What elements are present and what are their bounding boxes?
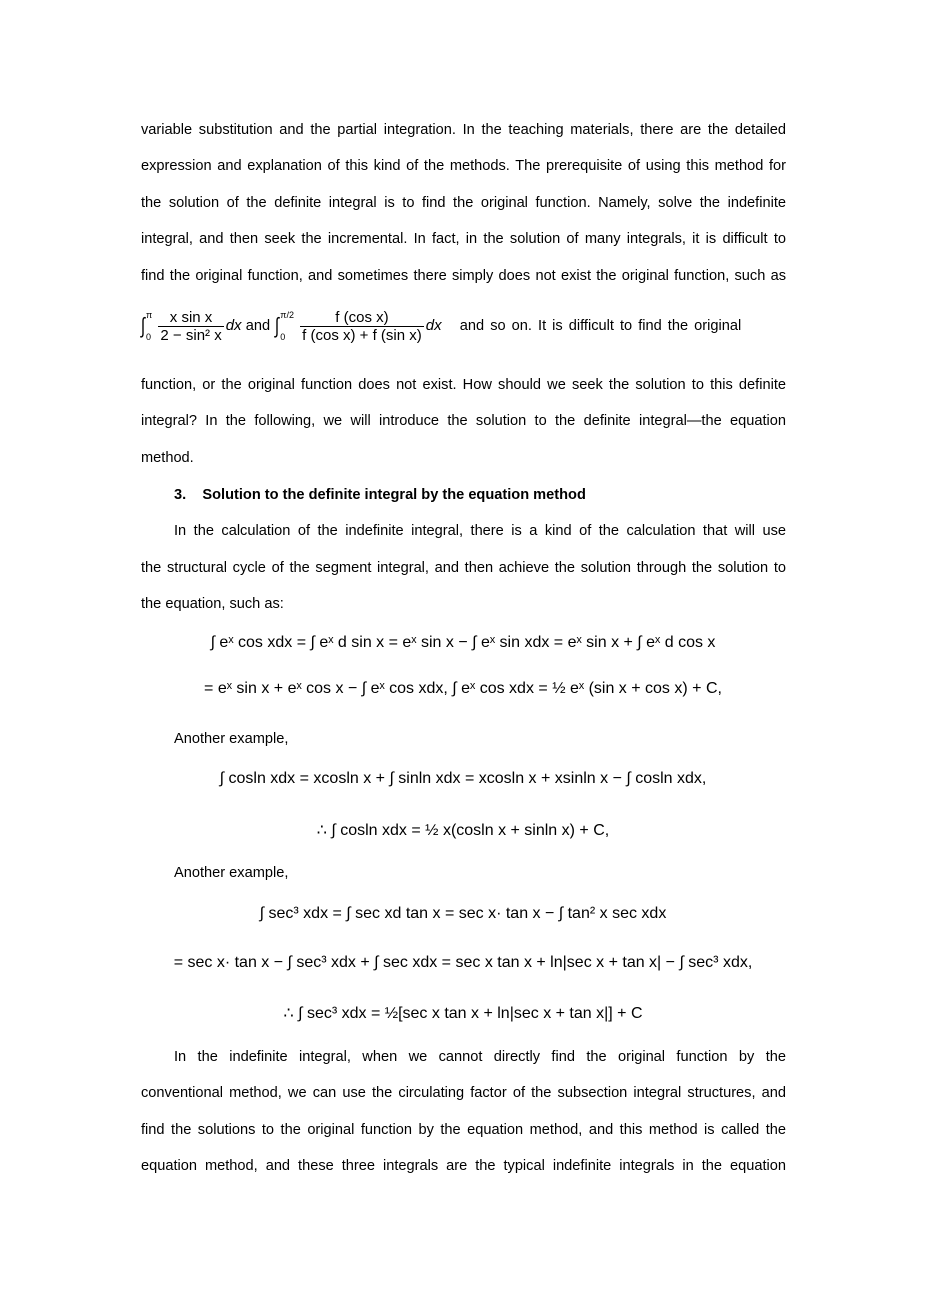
equation-2-line-2: ∴ ∫ cosln xdx = ½ x(cosln x + sinln x) + C,: [316, 822, 610, 839]
fraction-1: [158, 309, 223, 344]
paragraph-line: In the calculation of the indefinite integral, there is a kind of the calculation that will use: [174, 523, 786, 539]
lower-limit: 0: [146, 332, 152, 342]
denominator: 2 − sin² x: [160, 326, 222, 344]
inline-tail-text: and so on. It is difficult to find the original: [459, 317, 742, 334]
lower-limit: 0: [280, 332, 286, 342]
paragraph-line: function, or the original function does not exist. How should we seek the solution to this definite: [141, 377, 786, 393]
paragraph-line: expression and explanation of this kind of the methods. The prerequisite of using this method for: [141, 158, 786, 174]
upper-limit: π: [146, 310, 153, 320]
paragraph-line: integral? In the following, we will introduce the solution to the definite integral—the equation: [141, 413, 786, 429]
paragraph-line: equation method, and these three integrals are the typical indefinite integrals in the equation: [141, 1158, 786, 1174]
another-example-label: Another example,: [174, 731, 289, 747]
inline-integral-examples: [140, 304, 790, 348]
paragraph-line: the structural cycle of the segment integral, and then achieve the solution through the solution to: [141, 560, 786, 576]
denominator: f (cos x) + f (sin x): [302, 326, 422, 344]
paragraph-line: conventional method, we can use the circulating factor of the subsection integral structures, and: [141, 1085, 786, 1101]
paragraph-line: find the original function, and sometimes there simply does not exist the original function, such as: [141, 268, 786, 284]
paragraph-line: integral, and then seek the incremental. In fact, in the solution of many integrals, it is difficult to: [141, 231, 786, 247]
paragraph-line: the equation, such as:: [141, 596, 284, 612]
section-heading: 3. Solution to the definite integral by the equation method: [174, 487, 586, 503]
integral-sign: ∫: [140, 313, 146, 338]
upper-limit: π/2: [280, 310, 294, 320]
equation-2-line-1: ∫ cosln xdx = xcosln x + ∫ sinln xdx = xcosln x + xsinln x − ∫ cosln xdx,: [219, 770, 707, 787]
numerator: f (cos x): [300, 309, 424, 327]
numerator: x sin x: [158, 309, 223, 327]
connector-text: and: [245, 317, 271, 334]
equation-1-line-1: ∫ eˣ cos xdx = ∫ eˣ d sin x = eˣ sin x − ∫ eˣ sin xdx = eˣ sin x + ∫ eˣ d cos x: [210, 634, 716, 651]
equation-1-line-2: = eˣ sin x + eˣ cos x − ∫ eˣ cos xdx, ∫ eˣ cos xdx = ½ eˣ (sin x + cos x) + C,: [204, 680, 722, 697]
equation-3-line-3: ∴ ∫ sec³ xdx = ½[sec x tan x + ln|sec x + tan x|] + C: [283, 1005, 643, 1022]
another-example-label: Another example,: [174, 865, 289, 881]
differential: dx: [225, 316, 242, 334]
paragraph-line: In the indefinite integral, when we cannot directly find the original function by the: [174, 1049, 786, 1065]
differential: dx: [425, 316, 442, 334]
fraction-2: [300, 309, 424, 344]
paragraph-line: find the solutions to the original function by the equation method, and this method is called the: [141, 1122, 786, 1138]
equation-3-line-1: ∫ sec³ xdx = ∫ sec xd tan x = sec x· tan x − ∫ tan² x sec xdx: [259, 905, 667, 922]
paragraph-line: method.: [141, 450, 194, 466]
paragraph-line: variable substitution and the partial integration. In the teaching materials, there are the detailed: [141, 122, 786, 138]
equation-3-line-2: = sec x· tan x − ∫ sec³ xdx + ∫ sec xdx = sec x tan x + ln|sec x + tan x| − ∫ sec³ xdx,: [173, 954, 753, 971]
integral-sign: ∫: [275, 313, 280, 338]
paragraph-line: the solution of the definite integral is to find the original function. Namely, solve the indefinite: [141, 195, 786, 211]
